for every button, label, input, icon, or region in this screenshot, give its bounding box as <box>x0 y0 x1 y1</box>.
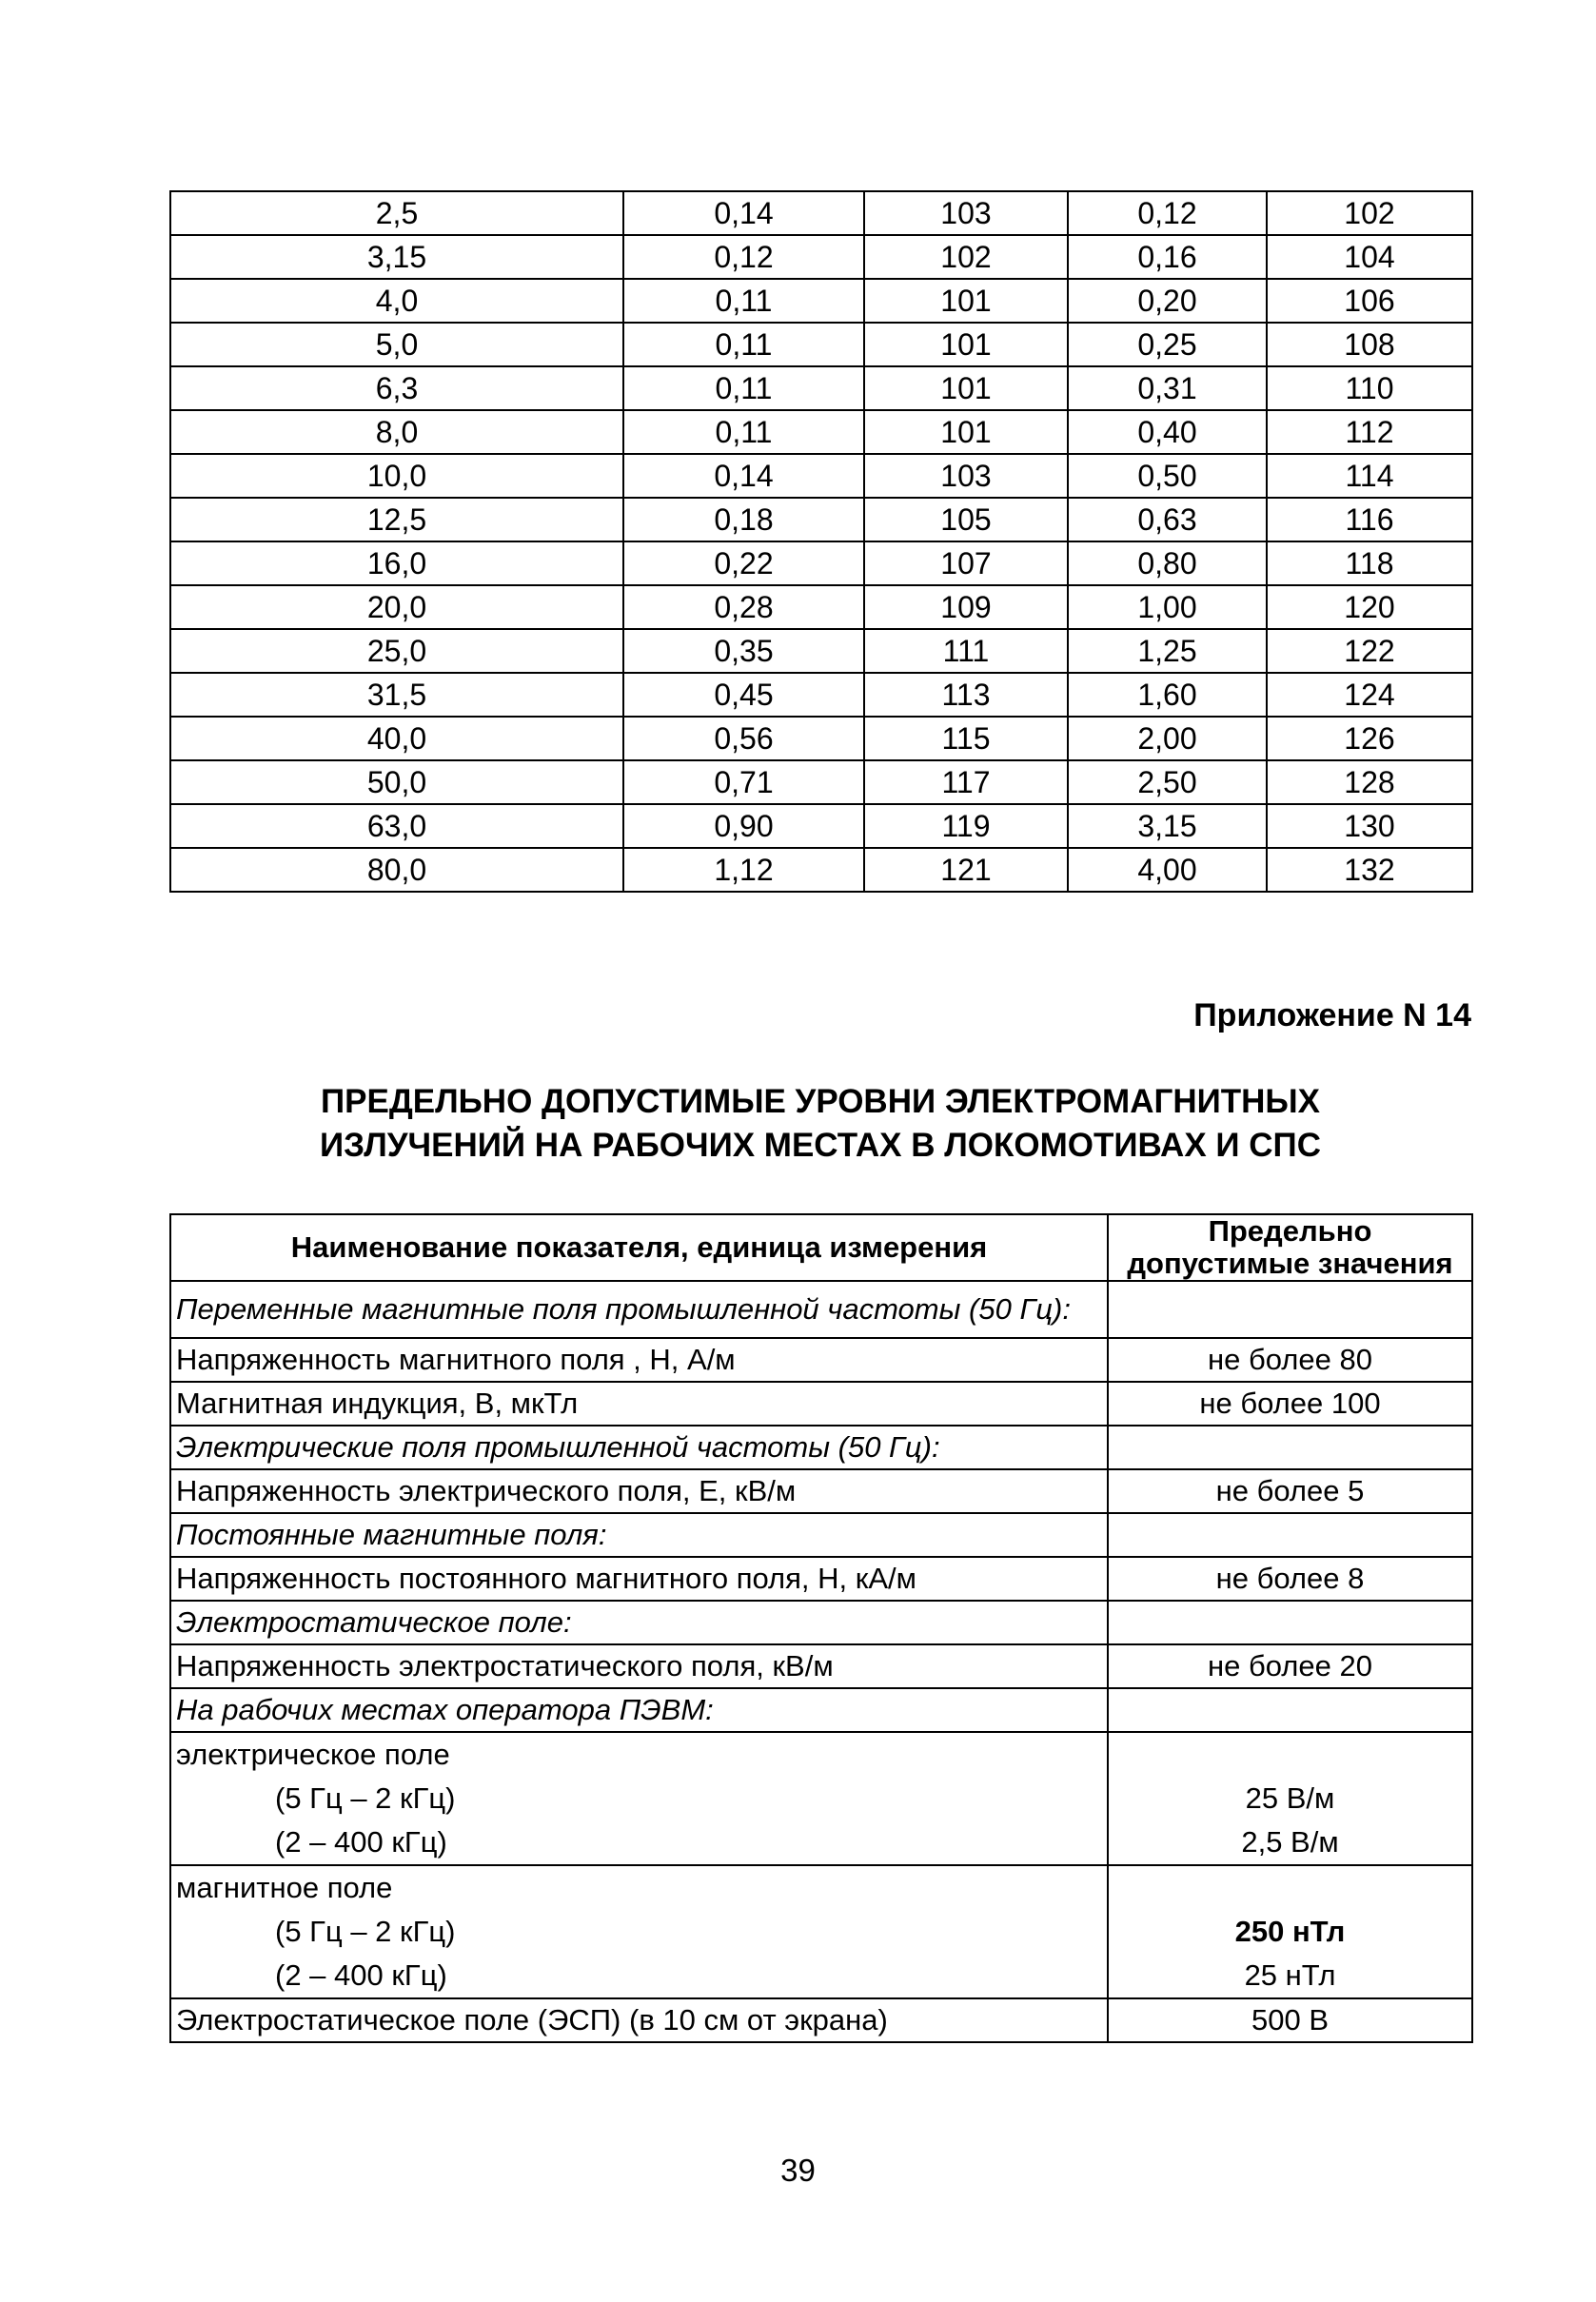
table-cell: 0,14 <box>623 191 864 235</box>
table-cell: 132 <box>1267 848 1472 892</box>
table-cell: 101 <box>864 410 1068 454</box>
table-cell: 103 <box>864 454 1068 498</box>
table-cell: 4,00 <box>1068 848 1267 892</box>
table-row <box>170 848 1472 892</box>
table-cell: 5,0 <box>170 323 623 366</box>
table-cell: 116 <box>1267 498 1472 541</box>
electric-field-value-1: 25 В/м <box>1245 1781 1335 1815</box>
table-cell: 117 <box>864 760 1068 804</box>
table-cell: 108 <box>1267 323 1472 366</box>
table-cell-name: Магнитная индукция, В, мкТл <box>170 1382 1108 1426</box>
table-cell-name: Напряженность магнитного поля , Н, А/м <box>170 1338 1108 1382</box>
table-cell: 110 <box>1267 366 1472 410</box>
table-cell: 130 <box>1267 804 1472 848</box>
table-row-category <box>170 1513 1472 1557</box>
table-row-category <box>170 1688 1472 1732</box>
appendix-label: Приложение N 14 <box>1193 997 1471 1033</box>
table-row <box>170 279 1472 323</box>
table-cell-value: не более 100 <box>1108 1382 1472 1426</box>
magnetic-field-spacer <box>1113 1866 1467 1910</box>
table-header-row <box>170 1214 1472 1281</box>
table-cell: 0,50 <box>1068 454 1267 498</box>
table-row <box>170 541 1472 585</box>
table-cell: 1,00 <box>1068 585 1267 629</box>
electric-field-title: электрическое поле <box>176 1738 450 1771</box>
electric-field-value-2: 2,5 В/м <box>1241 1825 1339 1859</box>
table-cell: 80,0 <box>170 848 623 892</box>
table-row <box>170 629 1472 673</box>
electric-field-values-cell <box>1108 1732 1472 1865</box>
table-cell: 25,0 <box>170 629 623 673</box>
category-label: На рабочих местах оператора ПЭВМ: <box>170 1688 1108 1732</box>
electric-field-range-2: (2 – 400 кГц) <box>275 1825 447 1859</box>
table-cell: 115 <box>864 717 1068 760</box>
table-cell: 105 <box>864 498 1068 541</box>
electric-field-cell <box>170 1732 1108 1865</box>
table-row <box>170 1469 1472 1513</box>
table-cell: 0,28 <box>623 585 864 629</box>
table-cell: 31,5 <box>170 673 623 717</box>
table-row <box>170 760 1472 804</box>
table-cell: 121 <box>864 848 1068 892</box>
table-cell-value: не более 5 <box>1108 1469 1472 1513</box>
table-row <box>170 673 1472 717</box>
table-row-electric-field <box>170 1732 1472 1865</box>
table-cell: 0,11 <box>623 279 864 323</box>
table-cell: 0,22 <box>623 541 864 585</box>
table-cell: 0,56 <box>623 717 864 760</box>
frequency-values-table <box>169 190 1473 893</box>
table-cell-value: 500 В <box>1108 1998 1472 2042</box>
table-row <box>170 454 1472 498</box>
frequency-values-table-body <box>170 191 1472 892</box>
table-cell: 109 <box>864 585 1068 629</box>
magnetic-field-range-2: (2 – 400 кГц) <box>275 1958 447 1992</box>
table-cell-value <box>1108 1426 1472 1469</box>
table-cell: 119 <box>864 804 1068 848</box>
table-cell: 0,11 <box>623 366 864 410</box>
electric-field-range-1: (5 Гц – 2 кГц) <box>275 1781 456 1815</box>
table-cell-value: не более 20 <box>1108 1644 1472 1688</box>
table-cell: 16,0 <box>170 541 623 585</box>
table-cell: 0,90 <box>623 804 864 848</box>
table-cell: 102 <box>1267 191 1472 235</box>
table-cell: 106 <box>1267 279 1472 323</box>
table-cell: 0,71 <box>623 760 864 804</box>
table-cell: 126 <box>1267 717 1472 760</box>
magnetic-field-value-2: 25 нТл <box>1244 1958 1336 1992</box>
magnetic-field-value-1: 250 нТл <box>1234 1915 1346 1948</box>
table-row <box>170 410 1472 454</box>
table-row <box>170 804 1472 848</box>
table-cell: 111 <box>864 629 1068 673</box>
table-cell: 2,50 <box>1068 760 1267 804</box>
table-row <box>170 366 1472 410</box>
table-row <box>170 323 1472 366</box>
table-cell: 0,11 <box>623 410 864 454</box>
table-row <box>170 717 1472 760</box>
table-cell: 50,0 <box>170 760 623 804</box>
table-cell-name: Напряженность электростатического поля, кВ/м <box>170 1644 1108 1688</box>
table-cell: 1,12 <box>623 848 864 892</box>
table-cell-value: не более 80 <box>1108 1338 1472 1382</box>
column-header-value: Предельно допустимые значения <box>1108 1214 1472 1281</box>
emf-limits-table <box>169 1213 1473 2043</box>
table-cell: 6,3 <box>170 366 623 410</box>
table-cell: 0,12 <box>1068 191 1267 235</box>
table-cell: 12,5 <box>170 498 623 541</box>
table-cell: 103 <box>864 191 1068 235</box>
table-cell: 0,11 <box>623 323 864 366</box>
magnetic-field-values-cell <box>1108 1865 1472 1998</box>
table-cell: 102 <box>864 235 1068 279</box>
table-cell: 0,63 <box>1068 498 1267 541</box>
table-row <box>170 191 1472 235</box>
table-cell: 128 <box>1267 760 1472 804</box>
table-cell: 120 <box>1267 585 1472 629</box>
table-cell-value <box>1108 1281 1472 1338</box>
table-row-magnetic-field <box>170 1865 1472 1998</box>
table-row <box>170 1338 1472 1382</box>
table-cell: 1,60 <box>1068 673 1267 717</box>
table-cell: 118 <box>1267 541 1472 585</box>
table-cell: 124 <box>1267 673 1472 717</box>
table-cell: 2,00 <box>1068 717 1267 760</box>
table-cell: 101 <box>864 279 1068 323</box>
table-cell: 107 <box>864 541 1068 585</box>
table-cell: 0,25 <box>1068 323 1267 366</box>
table-row-category <box>170 1281 1472 1338</box>
table-cell: 113 <box>864 673 1068 717</box>
table-cell: 0,16 <box>1068 235 1267 279</box>
emf-limits-table-footer-rows <box>170 1732 1472 2042</box>
table-row-category <box>170 1601 1472 1644</box>
category-label: Электрические поля промышленной частоты (50 Гц): <box>170 1426 1108 1469</box>
page-number: 39 <box>780 2153 816 2188</box>
table-row-electrostatic-screen <box>170 1998 1472 2042</box>
table-cell-name: Электростатическое поле (ЭСП) (в 10 см от экрана) <box>170 1998 1108 2042</box>
table-cell: 0,20 <box>1068 279 1267 323</box>
magnetic-field-range-1: (5 Гц – 2 кГц) <box>275 1915 456 1948</box>
column-header-name: Наименование показателя, единица измерения <box>170 1214 1108 1281</box>
magnetic-field-cell <box>170 1865 1108 1998</box>
table-cell-name: Напряженность электрического поля, Е, кВ/м <box>170 1469 1108 1513</box>
table-cell: 10,0 <box>170 454 623 498</box>
table-cell: 40,0 <box>170 717 623 760</box>
table-cell: 3,15 <box>170 235 623 279</box>
table-cell: 101 <box>864 323 1068 366</box>
table-cell: 0,80 <box>1068 541 1267 585</box>
section-title-line-1: ПРЕДЕЛЬНО ДОПУСТИМЫЕ УРОВНИ ЭЛЕКТРОМАГНИТНЫХ <box>320 1083 1321 1120</box>
table-cell: 114 <box>1267 454 1472 498</box>
table-cell: 0,14 <box>623 454 864 498</box>
table-cell-value <box>1108 1513 1472 1557</box>
table-cell: 112 <box>1267 410 1472 454</box>
emf-limits-table-body <box>170 1281 1472 1732</box>
table-cell: 2,5 <box>170 191 623 235</box>
table-cell-value: не более 8 <box>1108 1557 1472 1601</box>
table-cell: 0,45 <box>623 673 864 717</box>
table-cell: 8,0 <box>170 410 623 454</box>
table-row <box>170 585 1472 629</box>
table-cell: 122 <box>1267 629 1472 673</box>
electric-field-spacer <box>1113 1733 1467 1777</box>
magnetic-field-title: магнитное поле <box>176 1871 393 1904</box>
table-cell-value <box>1108 1601 1472 1644</box>
table-cell: 0,40 <box>1068 410 1267 454</box>
table-cell: 0,18 <box>623 498 864 541</box>
table-row <box>170 498 1472 541</box>
table-cell: 20,0 <box>170 585 623 629</box>
table-cell-name: Напряженность постоянного магнитного поля, Н, кА/м <box>170 1557 1108 1601</box>
table-row-category <box>170 1426 1472 1469</box>
category-label: Переменные магнитные поля промышленной частоты (50 Гц): <box>170 1281 1108 1338</box>
table-row <box>170 1644 1472 1688</box>
table-cell-value <box>1108 1688 1472 1732</box>
table-cell: 0,12 <box>623 235 864 279</box>
section-title <box>169 1080 1471 1168</box>
category-label: Электростатическое поле: <box>170 1601 1108 1644</box>
table-cell: 63,0 <box>170 804 623 848</box>
table-cell: 1,25 <box>1068 629 1267 673</box>
table-cell: 4,0 <box>170 279 623 323</box>
table-cell: 104 <box>1267 235 1472 279</box>
table-cell: 0,35 <box>623 629 864 673</box>
table-cell: 101 <box>864 366 1068 410</box>
table-cell: 0,31 <box>1068 366 1267 410</box>
table-cell: 3,15 <box>1068 804 1267 848</box>
section-title-line-2: ИЗЛУЧЕНИЙ НА РАБОЧИХ МЕСТАХ В ЛОКОМОТИВАХ И СПС <box>320 1127 1321 1164</box>
category-label: Постоянные магнитные поля: <box>170 1513 1108 1557</box>
table-row <box>170 235 1472 279</box>
table-row <box>170 1382 1472 1426</box>
table-row <box>170 1557 1472 1601</box>
